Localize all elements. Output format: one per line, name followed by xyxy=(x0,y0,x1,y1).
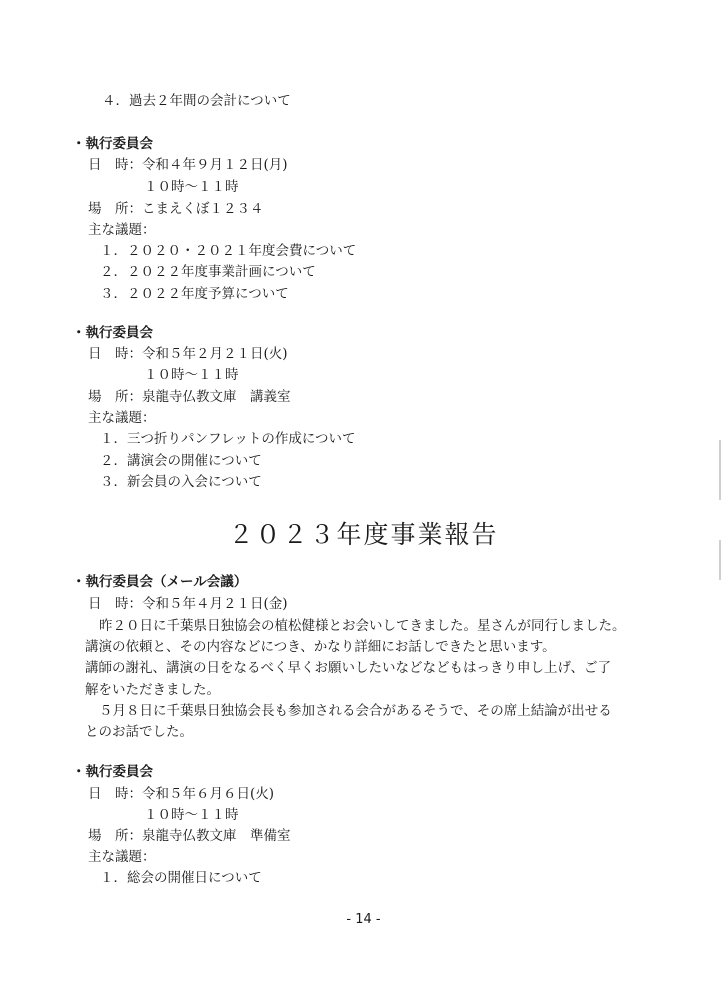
section-title: ２０２３年度事業報告 xyxy=(228,520,499,549)
agenda-item: ４．過去２年間の会計について xyxy=(102,93,291,109)
meeting-place: 場 所：泉龍寺仏教文庫 準備室 xyxy=(88,828,291,844)
meeting-time: １０時～１１時 xyxy=(144,179,239,195)
meeting-time: １０時～１１時 xyxy=(144,807,239,823)
meeting-place: 場 所：泉龍寺仏教文庫 講義室 xyxy=(88,389,291,405)
agenda-item: ２．２０２２年度事業計画について xyxy=(100,264,316,280)
agenda-label: 主な議題： xyxy=(88,222,156,238)
meeting-date: 日 時：令和４年９月１２日(月) xyxy=(88,157,288,173)
agenda-item: １．三つ折りパンフレットの作成について xyxy=(100,431,356,447)
report-paragraph-line: 解をいただきました。 xyxy=(85,682,220,698)
report-paragraph-line: 昨２０日に千葉県日独協会の植松健様とお会いしてきました。星さんが同行しました。 xyxy=(99,618,626,634)
scan-edge-mark xyxy=(719,440,721,500)
meeting-heading: ・執行委員会 xyxy=(72,136,153,152)
agenda-item: １．２０２０・２０２１年度会費について xyxy=(100,243,357,259)
meeting-date: 日 時：令和５年４月２１日(金) xyxy=(88,596,288,612)
agenda-label: 主な議題： xyxy=(88,849,156,865)
report-paragraph-line: 講師の謝礼、講演の日をなるべく早くお願いしたいなどなどもはっきり申し上げ、ご了 xyxy=(85,660,611,676)
meeting-date: 日 時：令和５年６月６日(火) xyxy=(88,786,275,802)
agenda-item: １．総会の開催日について xyxy=(100,870,262,886)
agenda-item: ２．講演会の開催について xyxy=(100,453,262,469)
scan-edge-mark xyxy=(719,540,721,580)
meeting-date: 日 時：令和５年２月２１日(火) xyxy=(88,346,288,362)
meeting-heading: ・執行委員会 xyxy=(72,764,153,780)
meeting-place: 場 所：こまえくぼ１２３４ xyxy=(88,201,264,217)
report-paragraph-line: とのお話でした。 xyxy=(85,724,193,740)
agenda-item: ３．新会員の入会について xyxy=(100,474,262,490)
agenda-item: ３．２０２２年度予算について xyxy=(100,286,289,302)
meeting-time: １０時～１１時 xyxy=(144,367,239,383)
report-paragraph-line: 講演の依頼と、その内容などにつき、かなり詳細にお話しできたと思います。 xyxy=(85,639,556,655)
meeting-heading: ・執行委員会 xyxy=(72,325,153,341)
report-paragraph-line: ５月８日に千葉県日独協会長も参加される会合があるそうで、その席上結論が出せる xyxy=(99,703,612,719)
agenda-label: 主な議題： xyxy=(88,410,156,426)
page-number: - 14 - xyxy=(346,912,381,927)
meeting-heading: ・執行委員会（メール会議） xyxy=(72,574,248,590)
